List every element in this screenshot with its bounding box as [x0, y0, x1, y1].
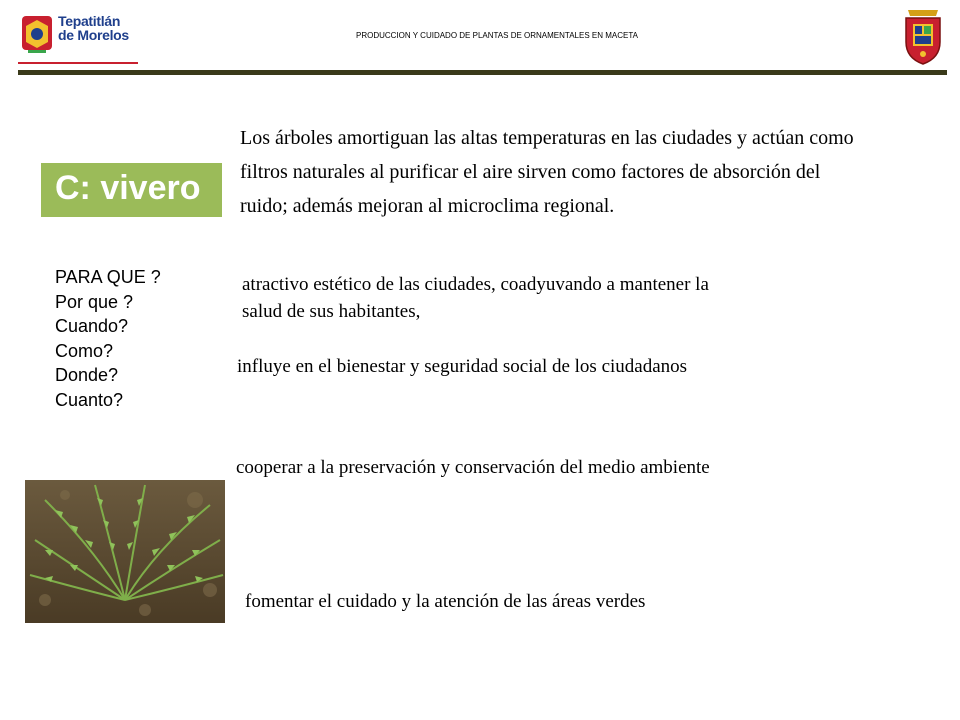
- fern-plant-photo: [25, 480, 225, 623]
- question-item: Como?: [55, 340, 114, 361]
- question-item: Por que ?: [55, 291, 134, 312]
- question-item: Cuando?: [55, 316, 129, 336]
- questions-list: [55, 265, 225, 412]
- paragraph-wellbeing: influye en el bienestar y seguridad social de los ciudadanos: [237, 356, 688, 377]
- section-title-box: [41, 163, 222, 217]
- tepatitlan-logo: [18, 10, 148, 66]
- paragraph-aesthetic: atractivo estético de las ciudades, coadyuvando a mantener la salud de sus habitantes,: [242, 274, 709, 322]
- logo-line-2: de Morelos: [58, 27, 129, 43]
- paragraph-main: Los árboles amortiguan las altas temperaturas en las ciudades y actúan como filtros naturales al purificar el aire sirven como factores de absorción del ruido; además mejoran al microclima regional.: [240, 127, 854, 217]
- question-item: PARA QUE ?: [55, 267, 161, 287]
- paragraph-preservation: cooperar a la preservación y conservación del medio ambiente: [236, 457, 710, 478]
- university-crest: [900, 6, 946, 66]
- question-item: Donde?: [55, 365, 119, 385]
- paragraph-care: fomentar el cuidado y la atención de las áreas verdes: [245, 591, 646, 612]
- logo-line-1: Tepatitlán: [58, 13, 121, 29]
- header-title: PRODUCCION Y CUIDADO DE PLANTAS DE ORNAMENTALES EN MACETA: [356, 31, 638, 40]
- header-divider: [18, 70, 947, 75]
- section-title: C: vivero: [55, 169, 201, 207]
- question-item: Cuanto?: [55, 389, 124, 410]
